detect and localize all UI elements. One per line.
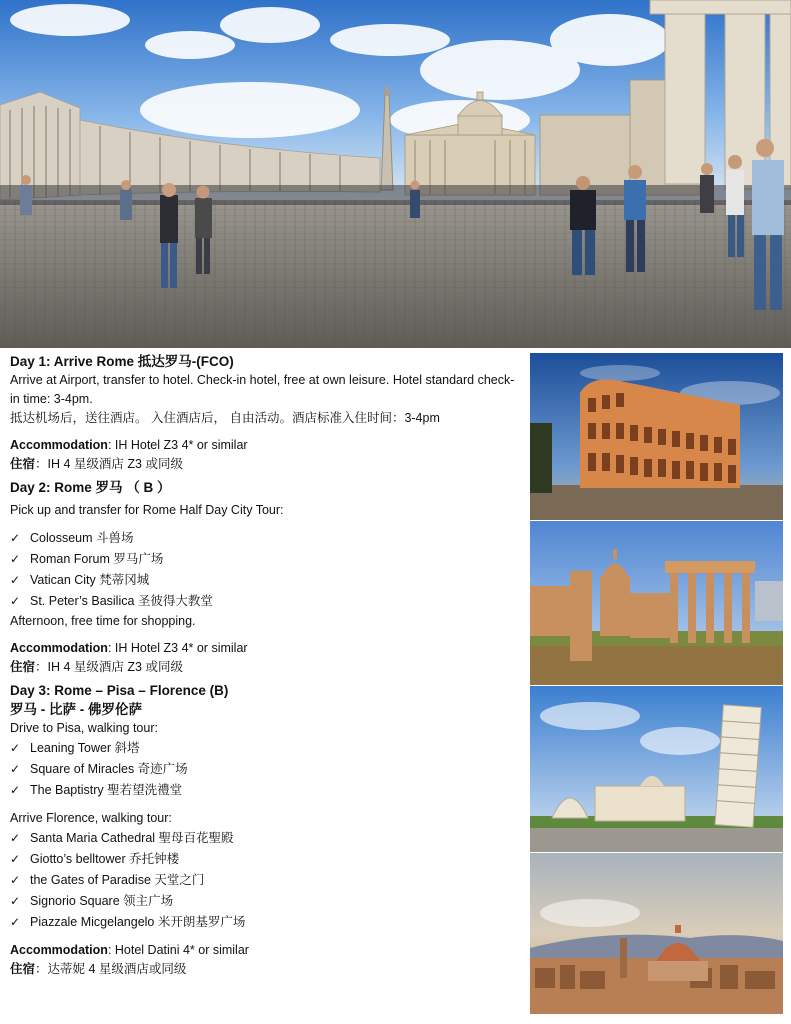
list-item	[10, 828, 518, 849]
list-item	[10, 849, 518, 870]
day-3-title: Day 3: Rome – Pisa – Florence (B)	[10, 683, 229, 698]
day-1-section	[10, 352, 518, 474]
list-item	[10, 912, 518, 933]
accommodation-value: : Hotel Datini 4* or similar	[107, 943, 249, 957]
list-item-text: Roman Forum 罗马广场	[30, 552, 164, 566]
day-2-accommodation	[10, 639, 518, 658]
check-icon: ✓	[10, 852, 21, 866]
day-2-section	[10, 478, 518, 677]
check-icon: ✓	[10, 783, 21, 797]
day-3-stay	[10, 960, 518, 979]
day-2-title: Day 2: Rome 罗马 （ B ）	[10, 480, 171, 495]
day-1-description-en: Arrive at Airport, transfer to hotel. Check-in hotel, free at own leisure. Hotel standard check-in time: 3-4pm.	[10, 373, 515, 406]
accommodation-label: Accommodation	[10, 641, 108, 655]
stay-value: ：IH 4 星级酒店 Z3 或同级	[35, 660, 183, 674]
photo-florence-skyline	[530, 853, 783, 1014]
list-item-text: Signorio Square 领主广场	[30, 894, 174, 908]
list-item-text: Leaning Tower 斜塔	[30, 741, 140, 755]
list-item	[10, 549, 518, 570]
photo-roman-forum	[530, 521, 783, 685]
list-item	[10, 591, 518, 612]
list-item-text: Colosseum 斗兽场	[30, 531, 134, 545]
list-item	[10, 759, 518, 780]
list-item	[10, 738, 518, 759]
list-item-text: Giotto’s belltower 乔托钟楼	[30, 852, 180, 866]
day-1-description-cn: 抵达机场后，送往酒店。 入住酒店后， 自由活动。酒店标准入住时间：3-4pm	[10, 411, 440, 425]
check-icon: ✓	[10, 594, 21, 608]
stay-label: 住宿	[10, 962, 36, 976]
day-2-stay	[10, 658, 518, 677]
stay-value: ：达蒂妮 4 星级酒店或同级	[35, 962, 187, 976]
list-item-text: Santa Maria Cathedral 聖母百花聖殿	[30, 831, 234, 845]
list-item-text: the Gates of Paradise 天堂之门	[30, 873, 205, 887]
check-icon: ✓	[10, 915, 21, 929]
photo-colosseum	[530, 353, 783, 520]
day-3-section	[10, 681, 518, 979]
day-3-florence-checklist	[10, 828, 518, 933]
day-3-title-cn: 罗马 - 比萨 - 佛罗伦萨	[10, 702, 142, 717]
check-icon: ✓	[10, 531, 21, 545]
list-item	[10, 780, 518, 801]
check-icon: ✓	[10, 741, 21, 755]
list-item-text: Square of Miracles 奇迹广场	[30, 762, 188, 776]
stay-value: ：IH 4 星级酒店 Z3 或同级	[35, 457, 183, 471]
list-item	[10, 891, 518, 912]
check-icon: ✓	[10, 573, 21, 587]
day-1-accommodation	[10, 436, 518, 455]
hero-photo-st-peters-square	[0, 0, 791, 348]
list-item-text: St. Peter’s Basilica 圣彼得大教堂	[30, 594, 213, 608]
day-2-intro: Pick up and transfer for Rome Half Day City Tour:	[10, 503, 284, 517]
day-3-intro-florence: Arrive Florence, walking tour:	[10, 811, 172, 825]
check-icon: ✓	[10, 894, 21, 908]
list-item	[10, 870, 518, 891]
list-item-text: Vatican City 梵蒂冈城	[30, 573, 150, 587]
check-icon: ✓	[10, 831, 21, 845]
list-item	[10, 528, 518, 549]
list-item-text: The Baptistry 聖若望洗禮堂	[30, 783, 183, 797]
day-3-accommodation	[10, 941, 518, 960]
check-icon: ✓	[10, 873, 21, 887]
day-2-afternoon: Afternoon, free time for shopping.	[10, 614, 196, 628]
check-icon: ✓	[10, 552, 21, 566]
day-2-checklist	[10, 528, 518, 612]
accommodation-value: : IH Hotel Z3 4* or similar	[107, 438, 248, 452]
list-item-text: Piazzale Micgelangelo 米开朗基罗广场	[30, 915, 246, 929]
accommodation-label: Accommodation	[10, 438, 108, 452]
accommodation-value: : IH Hotel Z3 4* or similar	[107, 641, 248, 655]
day-3-intro: Drive to Pisa, walking tour:	[10, 721, 158, 735]
accommodation-label: Accommodation	[10, 943, 108, 957]
itinerary	[10, 352, 518, 979]
day-1-title: Day 1: Arrive Rome 抵达罗马-(FCO)	[10, 354, 234, 369]
photo-leaning-tower-pisa	[530, 686, 783, 852]
day-1-stay	[10, 455, 518, 474]
stay-label: 住宿	[10, 660, 36, 674]
check-icon: ✓	[10, 762, 21, 776]
list-item	[10, 570, 518, 591]
stay-label: 住宿	[10, 457, 36, 471]
day-3-pisa-checklist	[10, 738, 518, 801]
